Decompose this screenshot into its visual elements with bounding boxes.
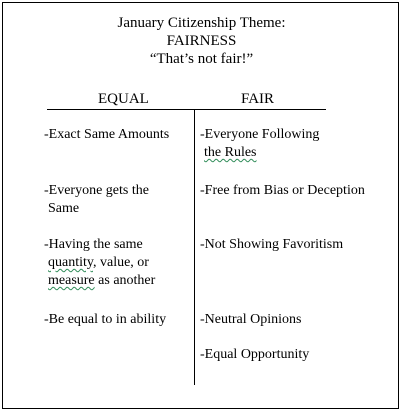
fair-item-neutral-opinions xyxy=(200,311,301,329)
fair-item-line: -Equal Opportunity xyxy=(200,347,310,362)
equal-item-line: -Exact Same Amounts xyxy=(44,127,170,142)
fair-item-line: -Everyone Following xyxy=(200,127,320,142)
fair-item-text: the Rules xyxy=(204,145,257,160)
title-block xyxy=(0,14,403,68)
header-divider xyxy=(47,109,326,110)
fair-item-following-rules xyxy=(200,126,319,162)
equal-item-having-same xyxy=(44,236,155,290)
equal-item-line: -Having the same xyxy=(44,237,143,252)
equal-item-line xyxy=(44,254,155,272)
equal-column-header: EQUAL xyxy=(98,91,149,107)
equal-item-exact-same-amounts xyxy=(44,126,169,144)
spellcheck-word: measure xyxy=(48,273,95,288)
equal-item-equal-in-ability xyxy=(44,311,166,329)
equal-item-line: -Be equal to in ability xyxy=(44,312,167,327)
fair-item-free-from-bias xyxy=(200,182,365,200)
fair-item-line: -Neutral Opinions xyxy=(200,312,302,327)
fair-item-line: -Free from Bias or Deception xyxy=(200,183,365,198)
fair-column-header: FAIR xyxy=(241,91,275,107)
equal-item-everyone-gets-same xyxy=(44,182,149,218)
theme-name: FAIRNESS xyxy=(166,33,237,49)
equal-item-text: as another xyxy=(94,273,156,288)
theme-quote: “That’s not fair!” xyxy=(149,51,254,67)
equal-item-line xyxy=(44,272,155,290)
fair-item-no-favoritism xyxy=(200,236,343,254)
fair-item-line xyxy=(200,144,319,162)
spellcheck-word: quantity xyxy=(48,255,93,270)
fair-item-equal-opportunity xyxy=(200,346,309,364)
equal-item-line: Same xyxy=(48,201,80,216)
equal-item-text: , value, or xyxy=(92,255,149,270)
equal-item-line: -Everyone gets the xyxy=(44,183,149,198)
theme-heading: January Citizenship Theme: xyxy=(117,15,286,31)
column-divider xyxy=(194,109,195,385)
fair-item-line: -Not Showing Favoritism xyxy=(200,237,344,252)
